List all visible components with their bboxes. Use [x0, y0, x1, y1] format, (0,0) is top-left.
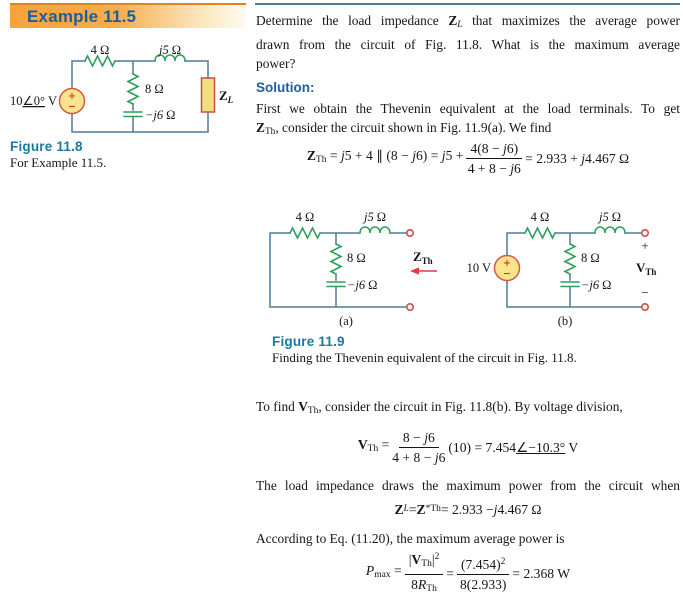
equation-zth-result: = 2.933 + j4.467 Ω	[525, 150, 630, 166]
open-terminal-bottom	[642, 304, 648, 310]
load-impedance-label: $Z_L$	[219, 88, 234, 105]
fraction-denominator: 4 + 8 − j6	[392, 449, 446, 465]
equation-zth	[256, 135, 680, 181]
equation-vth-fraction	[392, 429, 445, 466]
example-banner-title: Example 11.5	[27, 6, 137, 26]
resistor-4ohm-label: 4 Ω	[90, 43, 110, 57]
equation-vth-lhs: VTh =	[357, 436, 390, 455]
inductor-j5ohm-label: j5 Ω	[363, 210, 387, 224]
capacitor-j6ohm-label: −j6 Ω	[347, 278, 378, 292]
equation-zth-fraction	[466, 140, 522, 177]
resistor-8ohm-symbol	[565, 244, 575, 274]
problem-line: power?	[256, 56, 296, 72]
max-power-condition-paragraph: The load impedance draws the maximum power from the circuit when	[256, 478, 680, 493]
resistor-8ohm-symbol	[128, 74, 138, 104]
source-plus-sign: +	[68, 91, 76, 102]
source-voltage-label: 10 V	[466, 261, 491, 275]
figure-11-9a-circuit	[258, 205, 458, 330]
resistor-4ohm-symbol	[525, 228, 555, 238]
equation-pmax-fraction-1	[405, 549, 444, 598]
inductor-j5ohm-label: j5 Ω	[598, 210, 622, 224]
capacitor-j6ohm-symbol	[124, 112, 142, 117]
equation-zl: Z L = Z * Th = 2.933 − j 4.467 Ω	[394, 501, 542, 517]
resistor-4ohm-symbol	[290, 228, 320, 238]
fraction-numerator: 4(8 − j6)	[466, 140, 522, 159]
subfigure-a-label: (a)	[339, 314, 353, 328]
open-terminal-top	[642, 230, 648, 236]
fraction-denominator: 8RTh	[411, 576, 437, 594]
terminal-plus-sign: +	[641, 238, 649, 253]
source-plus-sign: +	[503, 258, 511, 269]
problem-line: drawn from the circuit of Fig. 11.8. What is the maximum average	[256, 37, 680, 53]
zth-label: $Z_{Th}$	[413, 249, 433, 266]
fraction-numerator: 8 − j6	[399, 429, 439, 448]
equation-pmax-result: = 2.368 W	[512, 565, 571, 581]
capacitor-j6ohm-symbol	[327, 282, 345, 287]
circuit-wires	[507, 233, 642, 307]
column-rule	[255, 3, 680, 5]
subfigure-b-label: (b)	[557, 314, 573, 328]
capacitor-j6ohm-label: −j6 Ω	[145, 108, 176, 122]
inductor-j5ohm-label: j5 Ω	[158, 43, 182, 57]
resistor-4ohm-symbol	[85, 56, 115, 66]
capacitor-j6ohm-symbol	[561, 282, 579, 287]
figure-11-9-caption-title: Figure 11.9	[272, 334, 345, 349]
solution-heading: Solution:	[256, 80, 315, 95]
vth-intro-paragraph: To find VTh, consider the circuit in Fig. 11.8(b). By voltage division,	[256, 399, 623, 417]
circuit-wires	[270, 233, 407, 307]
resistor-4ohm-label: 4 Ω	[295, 210, 315, 224]
equation-vth-result: (10) = 7.454∠−10.3° V	[448, 439, 579, 455]
open-terminal-top	[407, 230, 413, 236]
open-terminal-bottom	[407, 304, 413, 310]
figure-11-9-caption-text: Finding the Thevenin equivalent of the circuit in Fig. 11.8.	[272, 350, 577, 365]
zth-arrow-icon	[410, 267, 437, 274]
equation-pmax	[256, 549, 680, 598]
circuit-wires	[72, 61, 208, 132]
example-banner	[10, 3, 246, 28]
fraction-denominator: 8(2.933)	[460, 576, 507, 592]
figure-11-8-caption-title: Figure 11.8	[10, 139, 83, 154]
resistor-4ohm-label: 4 Ω	[530, 210, 550, 224]
figure-11-8-caption	[10, 139, 106, 171]
problem-line: Determine the load impedance ZL that maximizes the average power	[256, 13, 680, 31]
source-minus-sign: −	[68, 101, 76, 113]
solution-line: ZTh, consider the circuit shown in Fig. 11.9(a). We find	[256, 120, 552, 138]
equation-pmax-lhs: Pmax =	[365, 563, 402, 581]
equation-pmax-fraction-2	[457, 554, 509, 593]
solution-line: First we obtain the Thevenin equivalent at the load terminals. To get	[256, 101, 680, 116]
inductor-j5ohm-symbol	[595, 227, 625, 233]
figure-11-9b-circuit	[465, 205, 683, 330]
vth-label: $V_{Th}$	[636, 260, 657, 277]
fraction-numerator: $|VTh|^2$	[405, 549, 444, 575]
equation-zth-lhs: ZTh = j5 + 4 ∥ (8 − j6) = j5 +	[306, 147, 464, 166]
equation-pmax-equals: =	[446, 565, 455, 581]
figure-11-8-circuit	[0, 38, 248, 142]
problem-statement	[256, 11, 680, 73]
figure-11-8-caption-text: For Example 11.5.	[10, 155, 107, 170]
figure-11-9-caption	[272, 334, 577, 366]
fraction-denominator: 4 + 8 − j6	[467, 160, 521, 176]
resistor-8ohm-label: 8 Ω	[347, 251, 366, 265]
terminal-minus-sign: −	[641, 285, 649, 300]
fraction-numerator: $(7.454)^2$	[457, 554, 509, 575]
source-voltage-label: 10∠0° V	[10, 94, 57, 108]
resistor-8ohm-symbol	[331, 244, 341, 274]
source-minus-sign: −	[503, 268, 511, 280]
resistor-8ohm-label: 8 Ω	[145, 82, 164, 96]
resistor-8ohm-label: 8 Ω	[581, 251, 600, 265]
capacitor-j6ohm-label: −j6 Ω	[581, 278, 612, 292]
equation-vth	[256, 424, 680, 470]
equation-reference-paragraph: According to Eq. (11.20), the maximum average power is	[256, 531, 565, 546]
inductor-j5ohm-symbol	[360, 227, 390, 233]
load-impedance-box	[202, 78, 215, 112]
